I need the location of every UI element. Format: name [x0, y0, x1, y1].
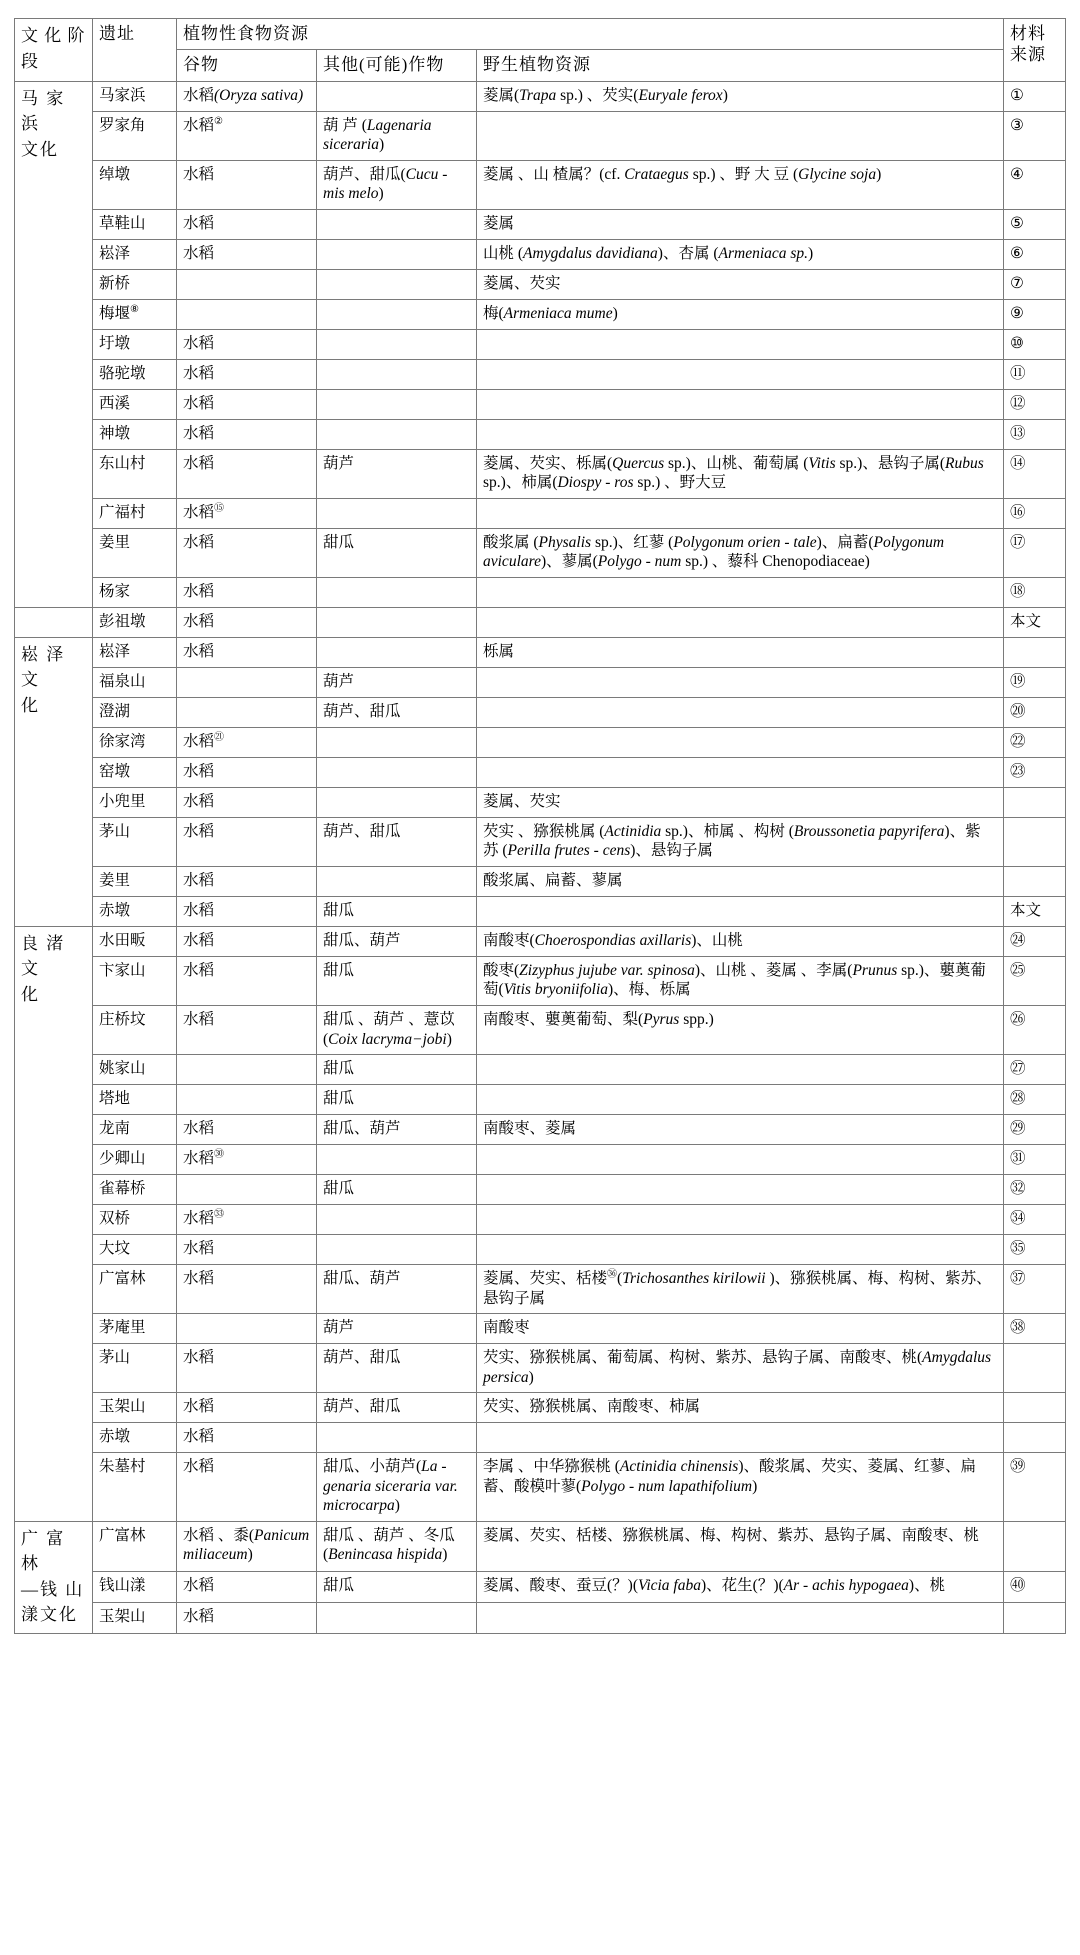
- material-source-cell: [1004, 1344, 1066, 1393]
- grain-cell: 水稻 、黍(Panicum miliaceum): [177, 1521, 317, 1571]
- table-row: [15, 111, 1066, 160]
- wild-plants-cell: [477, 577, 1004, 607]
- culture-name-line: 化: [21, 695, 40, 715]
- site-cell: 福泉山: [93, 667, 177, 697]
- material-source-cell: ㉕: [1004, 956, 1066, 1005]
- material-source-cell: ㉘: [1004, 1085, 1066, 1115]
- grain-cell: 水稻: [177, 449, 317, 498]
- wild-plants-cell: 菱属、芡实: [477, 787, 1004, 817]
- site-cell: 神墩: [93, 419, 177, 449]
- material-source-cell: ①: [1004, 81, 1066, 111]
- grain-cell: 水稻: [177, 757, 317, 787]
- table-row: [15, 329, 1066, 359]
- wild-plants-cell: 栎属: [477, 637, 1004, 667]
- other-crops-cell: [317, 637, 477, 667]
- table-row: [15, 727, 1066, 757]
- other-crops-cell: [317, 1423, 477, 1453]
- table-row: [15, 1265, 1066, 1314]
- site-cell: 东山村: [93, 449, 177, 498]
- header-other-crops: 其他(可能)作物: [317, 50, 477, 81]
- grain-cell: 水稻: [177, 329, 317, 359]
- grain-cell: 水稻②: [177, 111, 317, 160]
- site-cell: 圩墩: [93, 329, 177, 359]
- culture-stage-cell: [15, 607, 93, 637]
- wild-plants-cell: [477, 389, 1004, 419]
- other-crops-cell: 甜瓜、葫芦: [317, 1265, 477, 1314]
- grain-cell: 水稻: [177, 896, 317, 926]
- culture-name-line: 良 渚 文: [21, 933, 66, 979]
- material-source-cell: ⑫: [1004, 389, 1066, 419]
- other-crops-cell: 葫芦、甜瓜: [317, 697, 477, 727]
- table-row: [15, 926, 1066, 956]
- wild-plants-cell: [477, 1055, 1004, 1085]
- table-row: [15, 419, 1066, 449]
- site-cell: 广富林: [93, 1265, 177, 1314]
- table-row: [15, 1521, 1066, 1571]
- material-source-cell: ㊳: [1004, 1314, 1066, 1344]
- site-cell: 卞家山: [93, 956, 177, 1005]
- site-cell: 茅山: [93, 817, 177, 866]
- grain-cell: [177, 1314, 317, 1344]
- grain-cell: 水稻(Oryza sativa): [177, 81, 317, 111]
- material-source-cell: [1004, 866, 1066, 896]
- grain-cell: 水稻: [177, 389, 317, 419]
- wild-plants-cell: [477, 329, 1004, 359]
- header-culture-stage-line2: 段: [21, 51, 39, 71]
- header-plant-food-resources: 植物性食物资源: [177, 19, 1004, 50]
- material-source-cell: ㊲: [1004, 1265, 1066, 1314]
- other-crops-cell: 甜瓜 、葫芦 、薏苡 (Coix lacryma−jobi): [317, 1006, 477, 1055]
- grain-cell: 水稻: [177, 239, 317, 269]
- site-cell: 玉架山: [93, 1602, 177, 1633]
- other-crops-cell: [317, 239, 477, 269]
- table-row: [15, 1423, 1066, 1453]
- other-crops-cell: [317, 1235, 477, 1265]
- grain-cell: 水稻: [177, 1572, 317, 1603]
- grain-cell: [177, 697, 317, 727]
- grain-cell: 水稻: [177, 528, 317, 577]
- material-source-cell: [1004, 1423, 1066, 1453]
- table-row: [15, 866, 1066, 896]
- table-row: [15, 1145, 1066, 1175]
- site-cell: 马家浜: [93, 81, 177, 111]
- header-culture-stage: [15, 19, 93, 82]
- wild-plants-cell: 李属 、中华猕猴桃 (Actinidia chinensis)、酸浆属、芡实、菱属、红蓼、扁蓄、酸模叶蓼(Polygo - num lapathifolium): [477, 1453, 1004, 1522]
- table-row: [15, 209, 1066, 239]
- culture-stage-cell: [15, 1521, 93, 1633]
- wild-plants-cell: 山桃 (Amygdalus davidiana)、杏属 (Armeniaca sp.): [477, 239, 1004, 269]
- site-cell: 窑墩: [93, 757, 177, 787]
- grain-cell: 水稻⑮: [177, 498, 317, 528]
- grain-cell: 水稻: [177, 866, 317, 896]
- grain-cell: 水稻: [177, 209, 317, 239]
- table-row: [15, 757, 1066, 787]
- grain-cell: 水稻: [177, 1006, 317, 1055]
- material-source-cell: ㉔: [1004, 926, 1066, 956]
- other-crops-cell: [317, 787, 477, 817]
- table-row: [15, 1344, 1066, 1393]
- culture-name-line: —钱 山: [21, 1579, 85, 1599]
- other-crops-cell: 甜瓜 、葫芦 、冬瓜 (Benincasa hispida): [317, 1521, 477, 1571]
- table-row: [15, 299, 1066, 329]
- table-row: [15, 498, 1066, 528]
- other-crops-cell: 葫芦、甜瓜(Cucu - mis melo): [317, 160, 477, 209]
- site-cell: 水田畈: [93, 926, 177, 956]
- wild-plants-cell: [477, 1235, 1004, 1265]
- wild-plants-cell: [477, 896, 1004, 926]
- material-source-cell: ⑪: [1004, 359, 1066, 389]
- wild-plants-cell: 梅(Armeniaca mume): [477, 299, 1004, 329]
- table-row: [15, 1115, 1066, 1145]
- wild-plants-cell: 南酸枣: [477, 1314, 1004, 1344]
- wild-plants-cell: 南酸枣、蘡薁葡萄、梨(Pyrus spp.): [477, 1006, 1004, 1055]
- other-crops-cell: 甜瓜: [317, 1055, 477, 1085]
- grain-cell: 水稻: [177, 787, 317, 817]
- wild-plants-cell: [477, 727, 1004, 757]
- other-crops-cell: 甜瓜: [317, 1572, 477, 1603]
- material-source-cell: ⑥: [1004, 239, 1066, 269]
- plant-food-resources-table: [14, 18, 1066, 1634]
- grain-cell: 水稻: [177, 607, 317, 637]
- site-cell: 少卿山: [93, 1145, 177, 1175]
- wild-plants-cell: [477, 111, 1004, 160]
- culture-name-line: 马 家 浜: [21, 88, 66, 134]
- site-cell: 庄桥坟: [93, 1006, 177, 1055]
- site-cell: 罗家角: [93, 111, 177, 160]
- site-cell: 姜里: [93, 866, 177, 896]
- material-source-cell: ⑩: [1004, 329, 1066, 359]
- culture-name-line: 文化: [21, 139, 59, 159]
- other-crops-cell: [317, 419, 477, 449]
- table-row: [15, 239, 1066, 269]
- other-crops-cell: [317, 209, 477, 239]
- wild-plants-cell: [477, 1205, 1004, 1235]
- other-crops-cell: 葫芦: [317, 1314, 477, 1344]
- material-source-cell: ⑦: [1004, 269, 1066, 299]
- wild-plants-cell: [477, 757, 1004, 787]
- header-material-source: [1004, 19, 1066, 82]
- table-row: [15, 160, 1066, 209]
- other-crops-cell: 葫芦: [317, 449, 477, 498]
- other-crops-cell: [317, 1145, 477, 1175]
- material-source-cell: ㉜: [1004, 1175, 1066, 1205]
- site-cell: 徐家湾: [93, 727, 177, 757]
- other-crops-cell: 甜瓜: [317, 1175, 477, 1205]
- material-source-cell: ㉛: [1004, 1145, 1066, 1175]
- grain-cell: 水稻: [177, 1265, 317, 1314]
- site-cell: 赤墩: [93, 1423, 177, 1453]
- table-body: [15, 19, 1066, 1634]
- grain-cell: 水稻: [177, 1344, 317, 1393]
- site-cell: 赤墩: [93, 896, 177, 926]
- table-row: [15, 1085, 1066, 1115]
- wild-plants-cell: [477, 1423, 1004, 1453]
- table-row: [15, 389, 1066, 419]
- other-crops-cell: [317, 329, 477, 359]
- site-cell: 钱山漾: [93, 1572, 177, 1603]
- table-row: [15, 528, 1066, 577]
- wild-plants-cell: [477, 419, 1004, 449]
- site-cell: 澄湖: [93, 697, 177, 727]
- other-crops-cell: 葫芦: [317, 667, 477, 697]
- wild-plants-cell: 南酸枣(Choerospondias axillaris)、山桃: [477, 926, 1004, 956]
- material-source-cell: [1004, 1393, 1066, 1423]
- site-cell: 大坟: [93, 1235, 177, 1265]
- table-row: [15, 667, 1066, 697]
- grain-cell: 水稻$^㉝$: [177, 1205, 317, 1235]
- culture-name-line: 崧 泽 文: [21, 644, 66, 690]
- site-cell: 茅山: [93, 1344, 177, 1393]
- site-cell: 姜里: [93, 528, 177, 577]
- site-cell: 彭祖墩: [93, 607, 177, 637]
- wild-plants-cell: 芡实、猕猴桃属、南酸枣、柿属: [477, 1393, 1004, 1423]
- site-cell: 绰墩: [93, 160, 177, 209]
- site-cell: 广福村: [93, 498, 177, 528]
- grain-cell: 水稻: [177, 1453, 317, 1522]
- site-cell: 雀幕桥: [93, 1175, 177, 1205]
- wild-plants-cell: [477, 667, 1004, 697]
- site-cell: 小兜里: [93, 787, 177, 817]
- other-crops-cell: [317, 577, 477, 607]
- wild-plants-cell: 南酸枣、菱属: [477, 1115, 1004, 1145]
- culture-stage-cell: [15, 926, 93, 1521]
- wild-plants-cell: 菱属、芡实、栎属(Quercus sp.)、山桃、葡萄属 (Vitis sp.)、悬钩子属(Rubus sp.)、柿属(Diospy - ros sp.) 、野大豆: [477, 449, 1004, 498]
- material-source-cell: ⑬: [1004, 419, 1066, 449]
- grain-cell: [177, 1175, 317, 1205]
- wild-plants-cell: [477, 1145, 1004, 1175]
- other-crops-cell: [317, 727, 477, 757]
- material-source-cell: ⑲: [1004, 667, 1066, 697]
- table-row: [15, 607, 1066, 637]
- site-cell: 广富林: [93, 1521, 177, 1571]
- table-row: [15, 787, 1066, 817]
- table-row: [15, 1314, 1066, 1344]
- wild-plants-cell: [477, 1175, 1004, 1205]
- site-cell: 朱墓村: [93, 1453, 177, 1522]
- grain-cell: 水稻: [177, 577, 317, 607]
- grain-cell: 水稻: [177, 637, 317, 667]
- grain-cell: 水稻: [177, 1423, 317, 1453]
- material-source-cell: ⑯: [1004, 498, 1066, 528]
- grain-cell: 水稻: [177, 1393, 317, 1423]
- grain-cell: 水稻: [177, 926, 317, 956]
- table-row: [15, 269, 1066, 299]
- table-row: [15, 1006, 1066, 1055]
- material-source-cell: ⑱: [1004, 577, 1066, 607]
- material-source-cell: ⑨: [1004, 299, 1066, 329]
- table-row: [15, 896, 1066, 926]
- site-cell: 双桥: [93, 1205, 177, 1235]
- site-cell: 杨家: [93, 577, 177, 607]
- grain-cell: 水稻: [177, 160, 317, 209]
- material-source-cell: ⑰: [1004, 528, 1066, 577]
- other-crops-cell: [317, 1205, 477, 1235]
- other-crops-cell: [317, 498, 477, 528]
- table-row: [15, 1602, 1066, 1633]
- table-row: [15, 1175, 1066, 1205]
- material-source-cell: 本文: [1004, 896, 1066, 926]
- other-crops-cell: [317, 1602, 477, 1633]
- wild-plants-cell: 菱属: [477, 209, 1004, 239]
- material-source-cell: ⑭: [1004, 449, 1066, 498]
- other-crops-cell: 葫芦、甜瓜: [317, 817, 477, 866]
- site-cell: 草鞋山: [93, 209, 177, 239]
- other-crops-cell: [317, 607, 477, 637]
- culture-name-line: 广 富 林: [21, 1528, 66, 1574]
- material-source-cell: ㊴: [1004, 1453, 1066, 1522]
- material-source-cell: ㉞: [1004, 1205, 1066, 1235]
- grain-cell: 水稻: [177, 1602, 317, 1633]
- other-crops-cell: [317, 81, 477, 111]
- wild-plants-cell: 菱属、芡实、栝楼$^㊱$(Trichosanthes kirilowii )、猕猴桃属、梅、构树、紫苏、悬钩子属: [477, 1265, 1004, 1314]
- site-cell: 崧泽: [93, 637, 177, 667]
- wild-plants-cell: 菱属、芡实: [477, 269, 1004, 299]
- grain-cell: 水稻: [177, 359, 317, 389]
- site-cell: 姚家山: [93, 1055, 177, 1085]
- table-row: [15, 359, 1066, 389]
- material-source-cell: [1004, 1521, 1066, 1571]
- table-row: [15, 449, 1066, 498]
- other-crops-cell: 葫芦、甜瓜: [317, 1393, 477, 1423]
- material-source-cell: 本文: [1004, 607, 1066, 637]
- wild-plants-cell: [477, 697, 1004, 727]
- table-row: [15, 577, 1066, 607]
- table-row: [15, 1453, 1066, 1522]
- wild-plants-cell: [477, 1085, 1004, 1115]
- material-source-cell: ㊵: [1004, 1572, 1066, 1603]
- wild-plants-cell: 酸枣(Zizyphus jujube var. spinosa)、山桃 、菱属 、李属(Prunus sp.)、蘡薁葡萄(Vitis bryoniifolia)、梅、栎属: [477, 956, 1004, 1005]
- material-source-cell: [1004, 1602, 1066, 1633]
- material-source-cell: ㉖: [1004, 1006, 1066, 1055]
- other-crops-cell: 甜瓜: [317, 896, 477, 926]
- grain-cell: [177, 269, 317, 299]
- material-source-cell: [1004, 817, 1066, 866]
- table-row: [15, 1055, 1066, 1085]
- other-crops-cell: 甜瓜: [317, 1085, 477, 1115]
- header-wild-plants: 野生植物资源: [477, 50, 1004, 81]
- other-crops-cell: 甜瓜、葫芦: [317, 926, 477, 956]
- grain-cell: 水稻: [177, 419, 317, 449]
- grain-cell: 水稻$^㉑$: [177, 727, 317, 757]
- wild-plants-cell: [477, 1602, 1004, 1633]
- culture-name-line: 化: [21, 984, 40, 1004]
- wild-plants-cell: 芡实、猕猴桃属、葡萄属、构树、紫苏、悬钩子属、南酸枣、桃(Amygdalus persica): [477, 1344, 1004, 1393]
- table-row: [15, 1572, 1066, 1603]
- other-crops-cell: [317, 269, 477, 299]
- site-cell: 茅庵里: [93, 1314, 177, 1344]
- other-crops-cell: 葫 芦 (Lagenaria siceraria): [317, 111, 477, 160]
- culture-stage-cell: [15, 637, 93, 926]
- wild-plants-cell: 芡实 、猕猴桃属 (Actinidia sp.)、柿属 、构树 (Broussonetia papyrifera)、紫 苏 (Perilla frutes - cens)、悬钩子属: [477, 817, 1004, 866]
- site-cell: 塔地: [93, 1085, 177, 1115]
- material-source-cell: ㉟: [1004, 1235, 1066, 1265]
- wild-plants-cell: [477, 498, 1004, 528]
- other-crops-cell: [317, 359, 477, 389]
- grain-cell: [177, 667, 317, 697]
- other-crops-cell: 甜瓜、葫芦: [317, 1115, 477, 1145]
- material-source-cell: ⑤: [1004, 209, 1066, 239]
- site-cell: 西溪: [93, 389, 177, 419]
- grain-cell: [177, 1085, 317, 1115]
- table-row: [15, 1205, 1066, 1235]
- site-cell: 新桥: [93, 269, 177, 299]
- grain-cell: 水稻: [177, 1115, 317, 1145]
- header-culture-stage-line1: 文 化 阶: [21, 26, 86, 45]
- grain-cell: 水稻$^㉚$: [177, 1145, 317, 1175]
- material-source-cell: ③: [1004, 111, 1066, 160]
- other-crops-cell: [317, 866, 477, 896]
- other-crops-cell: 葫芦、甜瓜: [317, 1344, 477, 1393]
- site-cell: 龙南: [93, 1115, 177, 1145]
- material-source-cell: ㉒: [1004, 727, 1066, 757]
- site-cell: 玉架山: [93, 1393, 177, 1423]
- other-crops-cell: [317, 299, 477, 329]
- other-crops-cell: 甜瓜: [317, 956, 477, 1005]
- other-crops-cell: 甜瓜: [317, 528, 477, 577]
- table-row: [15, 817, 1066, 866]
- material-source-cell: ㉓: [1004, 757, 1066, 787]
- header-material-source-line2: 来源: [1010, 45, 1046, 65]
- wild-plants-cell: 酸浆属 (Physalis sp.)、红蓼 (Polygonum orien - tale)、扁蓄(Polygonum aviculare)、蓼属(Polygo - num sp.) 、藜科 Chenopodiaceae): [477, 528, 1004, 577]
- wild-plants-cell: [477, 359, 1004, 389]
- wild-plants-cell: 酸浆属、扁蓄、蓼属: [477, 866, 1004, 896]
- material-source-cell: [1004, 637, 1066, 667]
- wild-plants-cell: 菱属 、山 楂属？(cf. Crataegus sp.) 、野 大 豆 (Glycine soja): [477, 160, 1004, 209]
- culture-name-line: 漾文化: [21, 1605, 78, 1625]
- table-row: [15, 637, 1066, 667]
- header-material-source-line1: 材料: [1010, 24, 1046, 43]
- wild-plants-cell: [477, 607, 1004, 637]
- other-crops-cell: 甜瓜、小葫芦(La - genaria siceraria var. microcarpa): [317, 1453, 477, 1522]
- material-source-cell: ㉗: [1004, 1055, 1066, 1085]
- material-source-cell: [1004, 787, 1066, 817]
- grain-cell: [177, 299, 317, 329]
- site-cell: 梅堰⑧: [93, 299, 177, 329]
- header-grain: 谷物: [177, 50, 317, 81]
- wild-plants-cell: 菱属、芡实、栝楼、猕猴桃属、梅、构树、紫苏、悬钩子属、南酸枣、桃: [477, 1521, 1004, 1571]
- culture-stage-cell: [15, 81, 93, 607]
- wild-plants-cell: 菱属、酸枣、蚕豆(？)(Vicia faba)、花生(？)(Ar - achis hypogaea)、桃: [477, 1572, 1004, 1603]
- site-cell: 崧泽: [93, 239, 177, 269]
- grain-cell: 水稻: [177, 956, 317, 1005]
- material-source-cell: ⑳: [1004, 697, 1066, 727]
- material-source-cell: ㉙: [1004, 1115, 1066, 1145]
- table-row: [15, 697, 1066, 727]
- table-row: [15, 1235, 1066, 1265]
- table-row: [15, 81, 1066, 111]
- other-crops-cell: [317, 389, 477, 419]
- header-site: 遗址: [93, 19, 177, 82]
- table-row: [15, 956, 1066, 1005]
- wild-plants-cell: 菱属(Trapa sp.) 、芡实(Euryale ferox): [477, 81, 1004, 111]
- grain-cell: 水稻: [177, 1235, 317, 1265]
- material-source-cell: ④: [1004, 160, 1066, 209]
- table-row: [15, 1393, 1066, 1423]
- grain-cell: [177, 1055, 317, 1085]
- other-crops-cell: [317, 757, 477, 787]
- site-cell: 骆驼墩: [93, 359, 177, 389]
- grain-cell: 水稻: [177, 817, 317, 866]
